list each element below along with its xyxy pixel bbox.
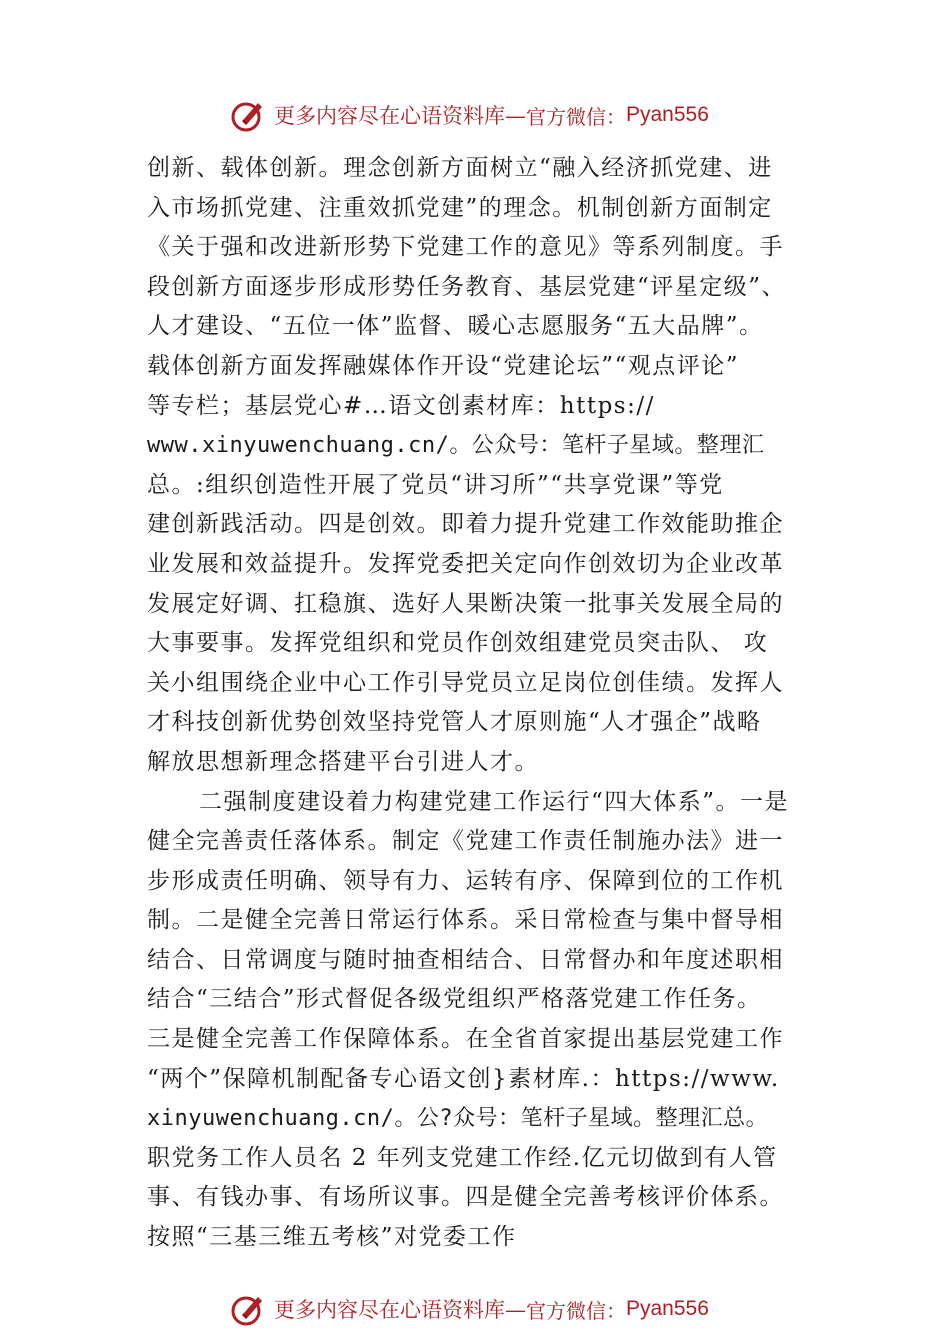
body-line: 段创新方面逐步形成形势任务教育、基层党建“评星定级”、: [147, 273, 787, 300]
body-line: 关小组围绕企业中心工作引导党员立足岗位创佳绩。发挥人: [147, 669, 784, 696]
body-line: “两个”保障机制配备专心语文创}素材库.：https://www.: [147, 1065, 780, 1092]
body-line: 结合“三结合”形式督促各级党组织严格落党建工作任务。: [147, 986, 762, 1013]
body-line: 载体创新方面发挥融媒体作开设“党建论坛”“观点评论”: [147, 352, 740, 379]
body-line: 三是健全完善工作保障体系。在全省首家提出基层党建工作: [147, 1026, 784, 1053]
body-line: 人才建设、“五位一体”监督、暖心志愿服务“五大品牌”。: [147, 313, 764, 340]
body-line: 健全完善责任落体系。制定《党建工作责任制施办法》进一: [147, 828, 784, 855]
footer-brand-text: 更多内容尽在心语资料库—: [274, 1298, 526, 1322]
body-line: 业发展和效益提升。发挥党委把关定向作创效切为企业改革: [147, 550, 784, 577]
header-wechat-id: Pyan556: [626, 103, 709, 126]
body-line: 步形成责任明确、领导有力、运转有序、保障到位的工作机: [147, 867, 784, 894]
body-line: 等专栏；基层党心#…语文创素材库：https://: [147, 392, 655, 419]
header-brand-text: 更多内容尽在心语资料库—: [274, 104, 526, 128]
body-line: 按照“三基三维五考核”对党委工作: [147, 1224, 517, 1251]
body-line: 才科技创新优势创效坚持党管人才原则施“人才强企”战略: [147, 709, 762, 736]
pen-nib-circle-icon: [230, 97, 266, 133]
body-line: 制。二是健全完善日常运行体系。采日常检查与集中督导相: [147, 907, 784, 934]
body-line: 《关于强和改进新形势下党建工作的意见》等系列制度。手: [147, 234, 784, 261]
footer-wechat-id: Pyan556: [626, 1297, 709, 1320]
body-line: xinyuwenchuang.cn/。公?众号：笔杆子星域。整理汇总。: [147, 1106, 769, 1132]
body-line: 职党务工作人员名 2 年列支党建工作经.亿元切做到有人管: [147, 1144, 778, 1171]
pen-nib-circle-icon: [230, 1291, 266, 1327]
body-line: 大事要事。发挥党组织和党员作创效组建党员突击队、 攻: [147, 630, 769, 657]
body-line: 总。:组织创造性开展了党员“讲习所”“共享党课”等党: [147, 471, 724, 498]
footer-wechat-label: 官方微信：: [526, 1298, 626, 1323]
body-line: www.xinyuwenchuang.cn/。公众号：笔杆子星域。整理汇: [147, 433, 765, 459]
body-line: 入市场抓党建、注重效抓党建”的理念。机制创新方面制定: [147, 194, 773, 221]
body-line: 发展定好调、扛稳旗、选好人果断决策一批事关发展全局的: [147, 590, 784, 617]
body-line: 事、有钱办事、有场所议事。四是健全完善考核评价体系。: [147, 1184, 784, 1211]
body-line: 结合、日常调度与随时抽查相结合、日常督办和年度述职相: [147, 946, 784, 973]
body-line: 创新、载体创新。理念创新方面树立“融入经济抓党建、进: [147, 155, 773, 181]
header-banner: [230, 95, 709, 135]
body-line: 解放思想新理念搭建平台引进人才。: [147, 748, 539, 775]
header-wechat-label: 官方微信：: [526, 104, 626, 129]
document-body: [147, 149, 827, 1258]
body-line: 建创新践活动。四是创效。即着力提升党建工作效能助推企: [147, 511, 784, 538]
body-line: 二强制度建设着力构建党建工作运行“四大体系”。一是: [199, 788, 790, 815]
footer-banner: [230, 1289, 709, 1329]
